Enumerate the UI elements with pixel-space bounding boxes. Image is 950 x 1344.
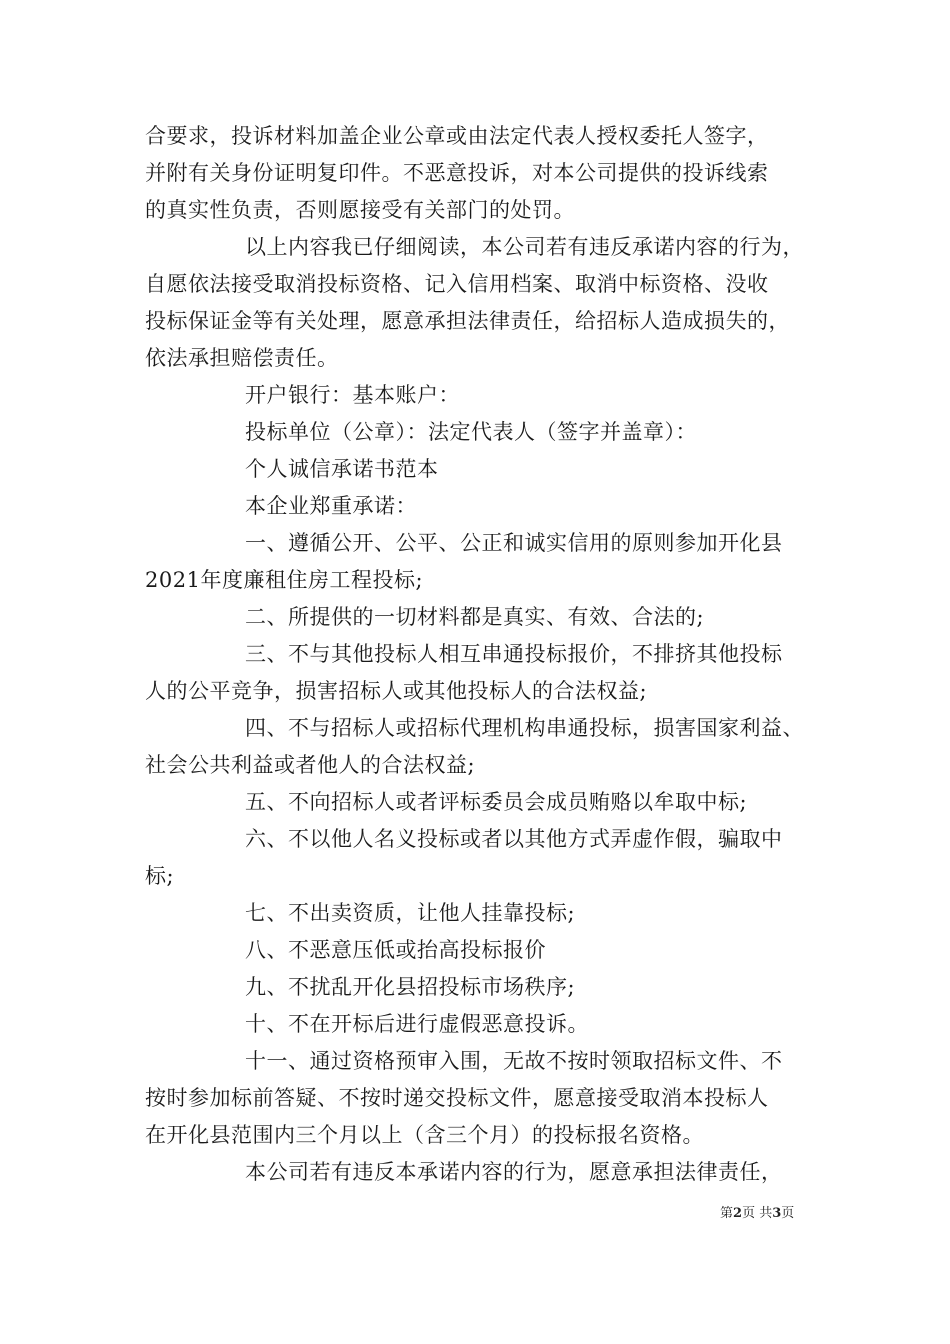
- document-body: [145, 118, 825, 1191]
- text-line: 人的公平竞争，损害招标人或其他投标人的合法权益;: [145, 679, 648, 703]
- text-line: 三、不与其他投标人相互串通投标报价，不排挤其他投标: [245, 642, 783, 666]
- text-line: 六、不以他人名义投标或者以其他方式弄虚作假，骗取中: [245, 827, 783, 851]
- text-line: 投标单位（公章）：法定代表人（签字并盖章）：: [245, 420, 697, 444]
- footer-middle: 页 共: [742, 1206, 773, 1221]
- text-line: 五、不向招标人或者评标委员会成员贿赂以牟取中标;: [245, 790, 748, 814]
- text-line: 七、不出卖资质，让他人挂靠投标;: [245, 901, 576, 925]
- text-line: 以上内容我已仔细阅读，本公司若有违反承诺内容的行为，: [245, 235, 804, 259]
- footer-current-page: 2: [733, 1206, 743, 1221]
- text-line: 本公司若有违反本承诺内容的行为，愿意承担法律责任，: [245, 1160, 783, 1184]
- text-line: 十、不在开标后进行虚假恶意投诉。: [245, 1012, 589, 1036]
- footer-prefix: 第: [720, 1206, 734, 1221]
- text-line: 个人诚信承诺书范本: [245, 457, 439, 481]
- text-line: 开户银行：基本账户：: [245, 383, 460, 407]
- text-line: 二、所提供的一切材料都是真实、有效、合法的;: [245, 605, 705, 629]
- text-line: 八、不恶意压低或抬高投标报价: [245, 938, 546, 962]
- text-line: 按时参加标前答疑、不按时递交投标文件，愿意接受取消本投标人: [145, 1086, 769, 1110]
- page-footer: [720, 1206, 794, 1222]
- text-line: 投标保证金等有关处理，愿意承担法律责任，给招标人造成损失的，: [145, 309, 790, 333]
- footer-total-pages: 3: [772, 1206, 782, 1221]
- text-line: 四、不与招标人或招标代理机构串通投标，损害国家利益、: [245, 716, 804, 740]
- text-line: 本企业郑重承诺：: [245, 494, 417, 518]
- text-line: 社会公共利益或者他人的合法权益;: [145, 753, 476, 777]
- text-line: 自愿依法接受取消投标资格、记入信用档案、取消中标资格、没收: [145, 272, 769, 296]
- text-line: 并附有关身份证明复印件。不恶意投诉，对本公司提供的投诉线索: [145, 161, 769, 185]
- text-line: 九、不扰乱开化县招投标市场秩序;: [245, 975, 576, 999]
- text-line: 在开化县范围内三个月以上（含三个月）的投标报名资格。: [145, 1123, 704, 1147]
- text-line: 标;: [145, 864, 175, 888]
- text-line: 的真实性负责，否则愿接受有关部门的处罚。: [145, 198, 575, 222]
- footer-suffix: 页: [781, 1206, 795, 1221]
- text-line: 合要求，投诉材料加盖企业公章或由法定代表人授权委托人签字，: [145, 124, 769, 148]
- text-line: 依法承担赔偿责任。: [145, 346, 339, 370]
- text-line: 十一、通过资格预审入围，无故不按时领取招标文件、不: [245, 1049, 783, 1073]
- text-line: 一、遵循公开、公平、公正和诚实信用的原则参加开化县: [245, 531, 783, 555]
- text-line: 2021年度廉租住房工程投标;: [145, 568, 424, 592]
